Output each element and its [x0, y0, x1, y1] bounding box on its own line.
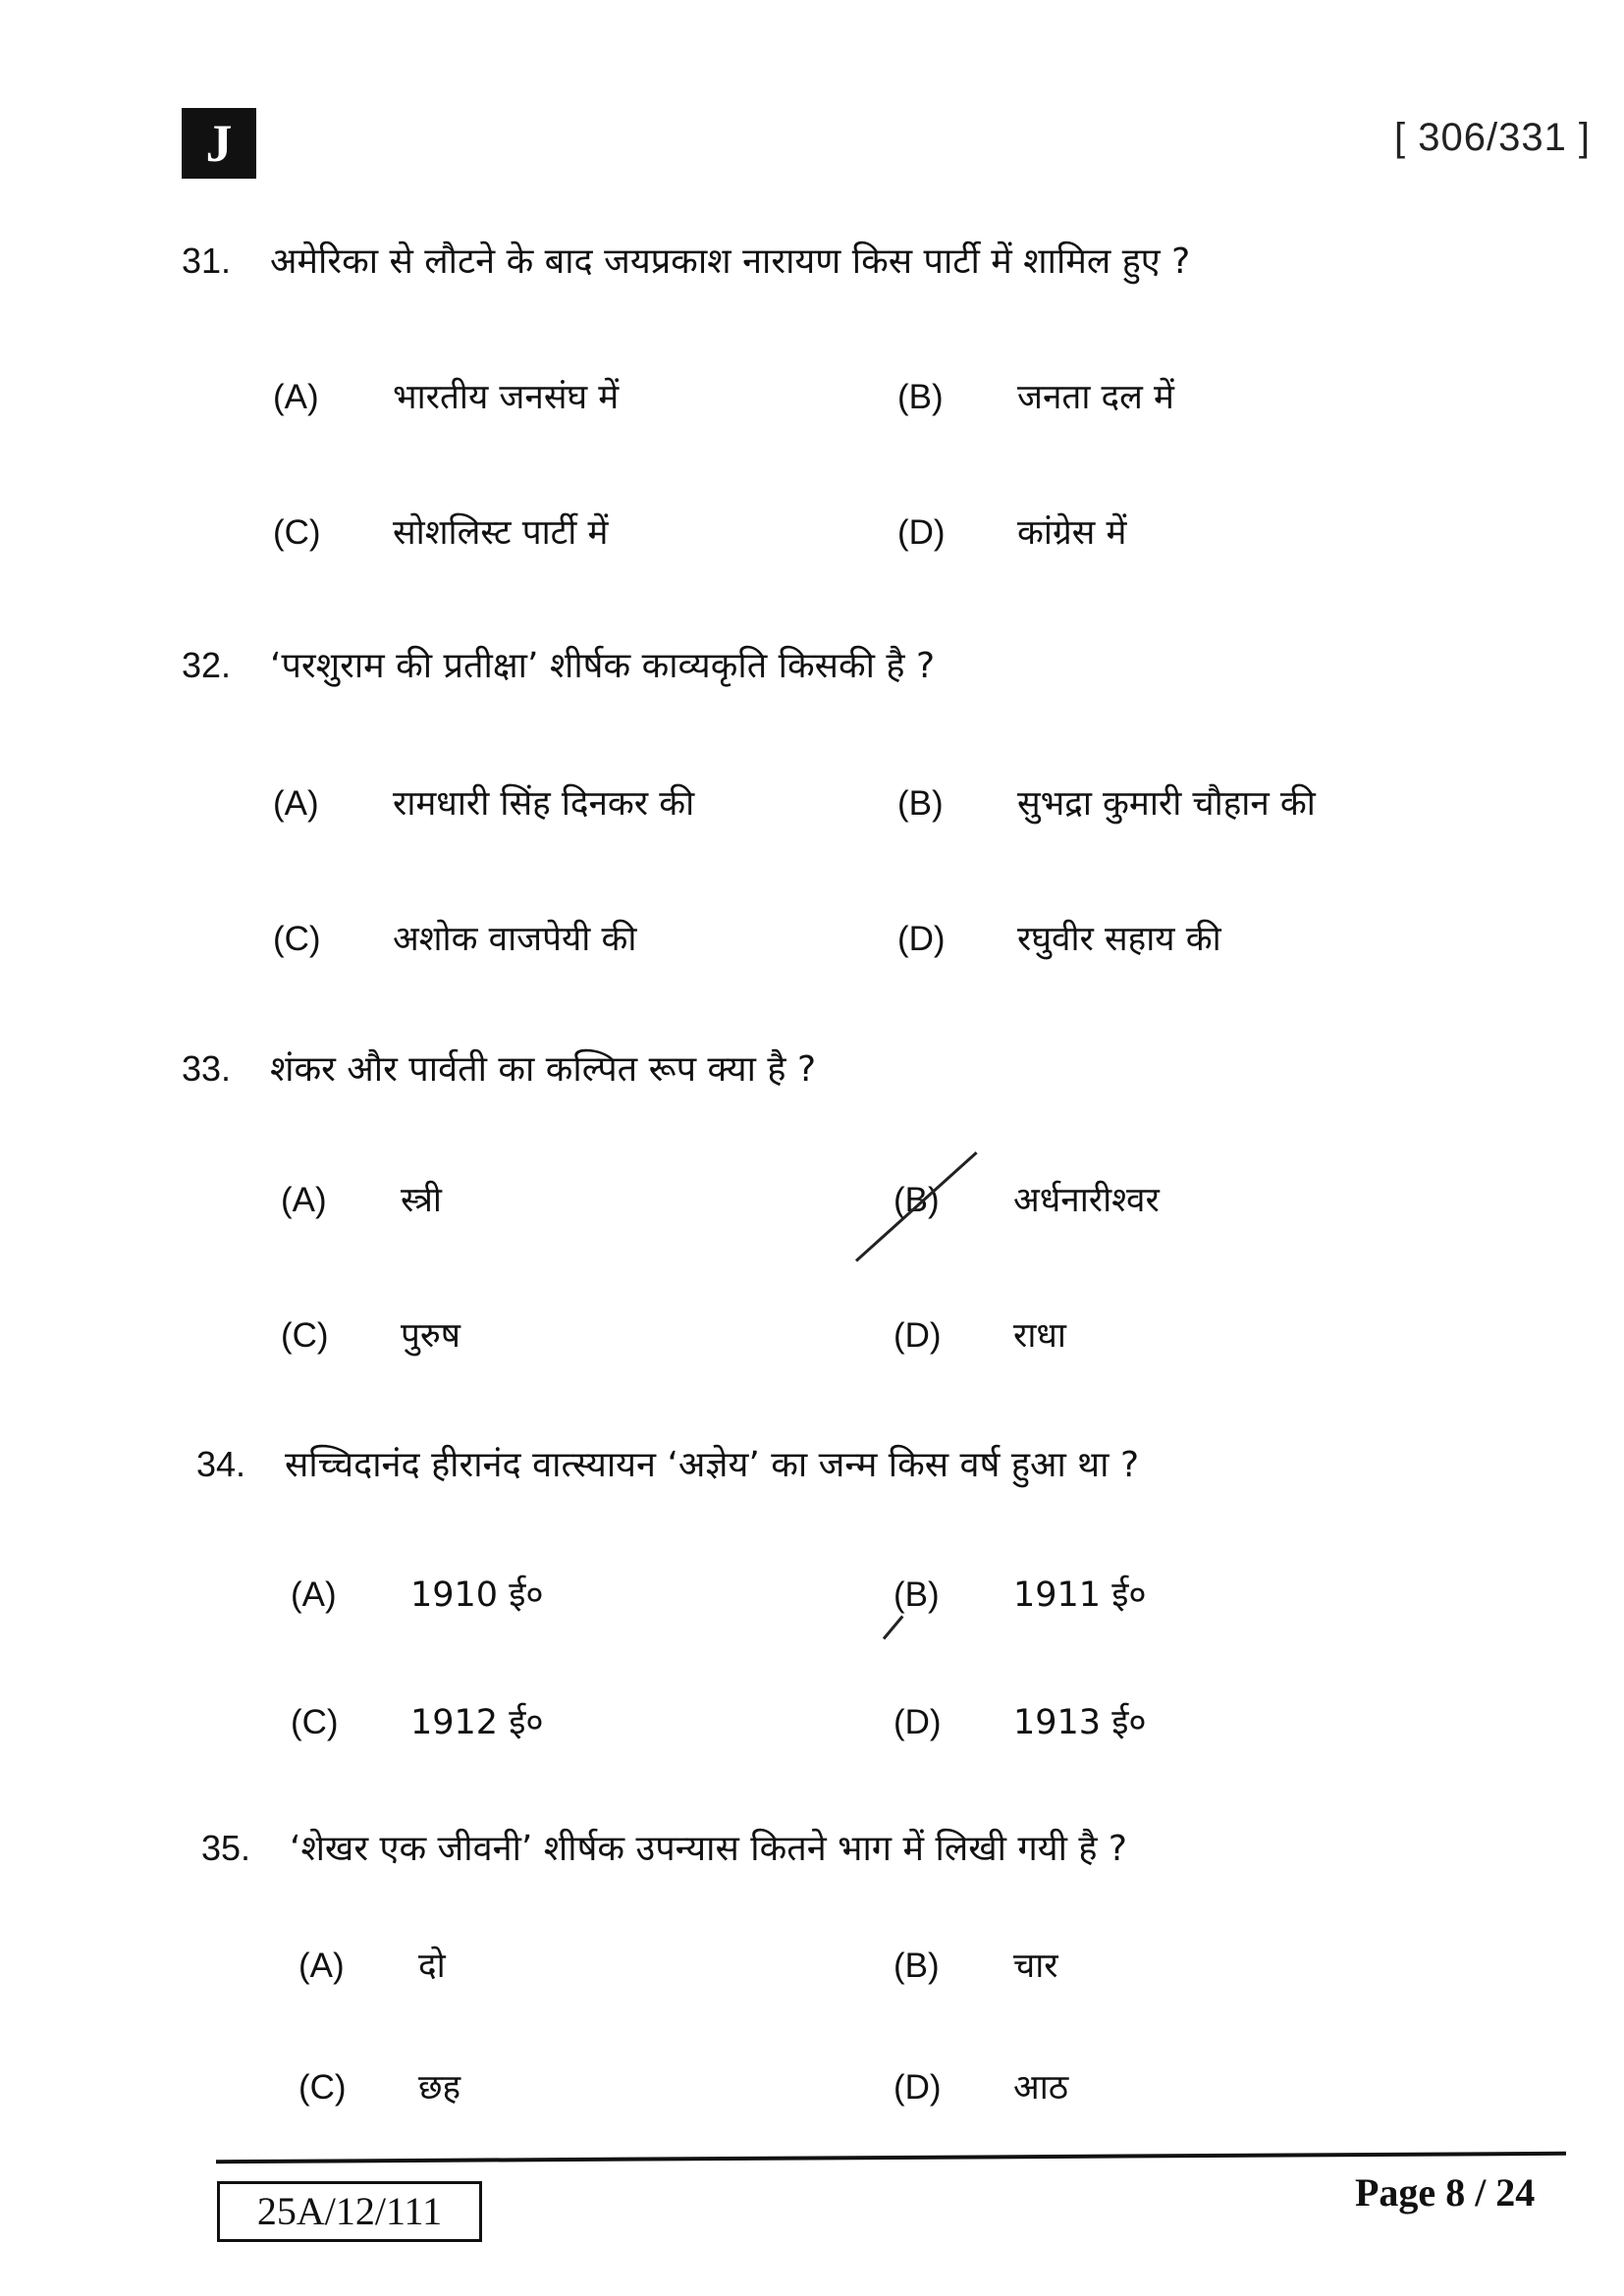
option-label: (C)	[273, 513, 321, 552]
option-text: अशोक वाजपेयी की	[393, 920, 637, 959]
pen-tick-mark	[883, 1616, 904, 1640]
option-text: रामधारी सिंह दिनकर की	[393, 784, 695, 824]
set-letter-badge: J	[182, 108, 256, 179]
option-label: (B)	[893, 1947, 940, 1985]
footer-divider	[216, 2152, 1566, 2163]
option-label: (B)	[893, 1575, 940, 1614]
option-label: (A)	[298, 1947, 345, 1985]
option-label: (D)	[893, 1703, 942, 1741]
option-text: दो	[418, 1947, 446, 1986]
option-c	[298, 2063, 460, 2109]
option-label: (A)	[291, 1575, 337, 1614]
question-number: 32.	[182, 645, 232, 685]
option-text: सोशलिस्ट पार्टी में	[393, 513, 609, 553]
option-label: (D)	[893, 2068, 942, 2107]
option-c	[281, 1311, 460, 1358]
option-a	[273, 779, 694, 826]
option-label: (C)	[273, 920, 321, 958]
question-number: 33.	[182, 1048, 232, 1089]
question-32	[182, 640, 935, 688]
paper-code: [ 306/331 ]	[1394, 116, 1592, 159]
option-text: 1911 ई०	[1013, 1575, 1147, 1615]
option-a	[281, 1176, 442, 1222]
question-35	[201, 1823, 1127, 1871]
question-text: शंकर और पार्वती का कल्पित रूप क्या है ?	[270, 1049, 817, 1090]
option-c	[291, 1698, 544, 1744]
option-a	[298, 1942, 446, 1988]
question-text: ‘परशुराम की प्रतीक्षा’ शीर्षक काव्यकृति किसकी है ?	[270, 646, 936, 686]
option-a	[291, 1571, 544, 1617]
option-label: (A)	[281, 1181, 327, 1219]
option-label: (C)	[291, 1703, 339, 1741]
option-b	[893, 1176, 1160, 1222]
option-label: (A)	[273, 784, 319, 823]
option-text: अर्धनारीश्वर	[1013, 1181, 1160, 1220]
option-c	[273, 508, 608, 555]
question-33	[182, 1043, 816, 1092]
option-d	[897, 508, 1126, 555]
option-b	[897, 373, 1174, 419]
option-b	[893, 1571, 1147, 1617]
option-label: (D)	[897, 920, 946, 958]
option-label: (A)	[273, 378, 319, 416]
option-label: (C)	[298, 2068, 347, 2107]
option-label: (C)	[281, 1316, 329, 1355]
option-text: सुभद्रा कुमारी चौहान की	[1017, 784, 1316, 824]
question-text: सच्चिदानंद हीरानंद वात्स्यायन ‘अज्ञेय’ का जन्म किस वर्ष हुआ था ?	[285, 1445, 1140, 1485]
option-text: 1910 ई०	[410, 1575, 544, 1615]
option-c	[273, 915, 636, 961]
option-text: 1912 ई०	[410, 1703, 544, 1742]
option-text: रघुवीर सहाय की	[1017, 920, 1221, 959]
option-d	[893, 2063, 1068, 2109]
option-text: आठ	[1013, 2068, 1069, 2108]
booklet-code: 25A/12/111	[217, 2181, 482, 2242]
question-34	[196, 1439, 1139, 1487]
option-b	[893, 1942, 1058, 1988]
option-label: (B)	[897, 378, 944, 416]
option-label: (B)	[897, 784, 944, 823]
option-b	[897, 779, 1316, 826]
option-text: स्त्री	[401, 1181, 443, 1220]
option-a	[273, 373, 619, 419]
option-text: जनता दल में	[1017, 378, 1174, 417]
question-number: 31.	[182, 240, 232, 281]
question-number: 35.	[201, 1828, 251, 1868]
option-text: छह	[418, 2068, 461, 2108]
option-d	[893, 1698, 1147, 1744]
option-label: (D)	[897, 513, 946, 552]
question-text: अमेरिका से लौटने के बाद जयप्रकाश नारायण किस पार्टी में शामिल हुए ?	[270, 241, 1191, 282]
option-label: (D)	[893, 1316, 942, 1355]
option-text: चार	[1013, 1947, 1058, 1986]
page-number: Page 8 / 24	[1355, 2170, 1536, 2215]
option-text: पुरुष	[401, 1316, 461, 1356]
option-text: राधा	[1013, 1316, 1066, 1356]
question-text: ‘शेखर एक जीवनी’ शीर्षक उपन्यास कितने भाग में लिखी गयी है ?	[290, 1829, 1128, 1869]
question-31	[182, 236, 1190, 284]
option-text: 1913 ई०	[1013, 1703, 1147, 1742]
option-text: कांग्रेस में	[1017, 513, 1127, 553]
option-label: (B)	[893, 1181, 940, 1219]
option-text: भारतीय जनसंघ में	[393, 378, 620, 417]
option-d	[893, 1311, 1066, 1358]
option-d	[897, 915, 1221, 961]
question-number: 34.	[196, 1444, 246, 1484]
